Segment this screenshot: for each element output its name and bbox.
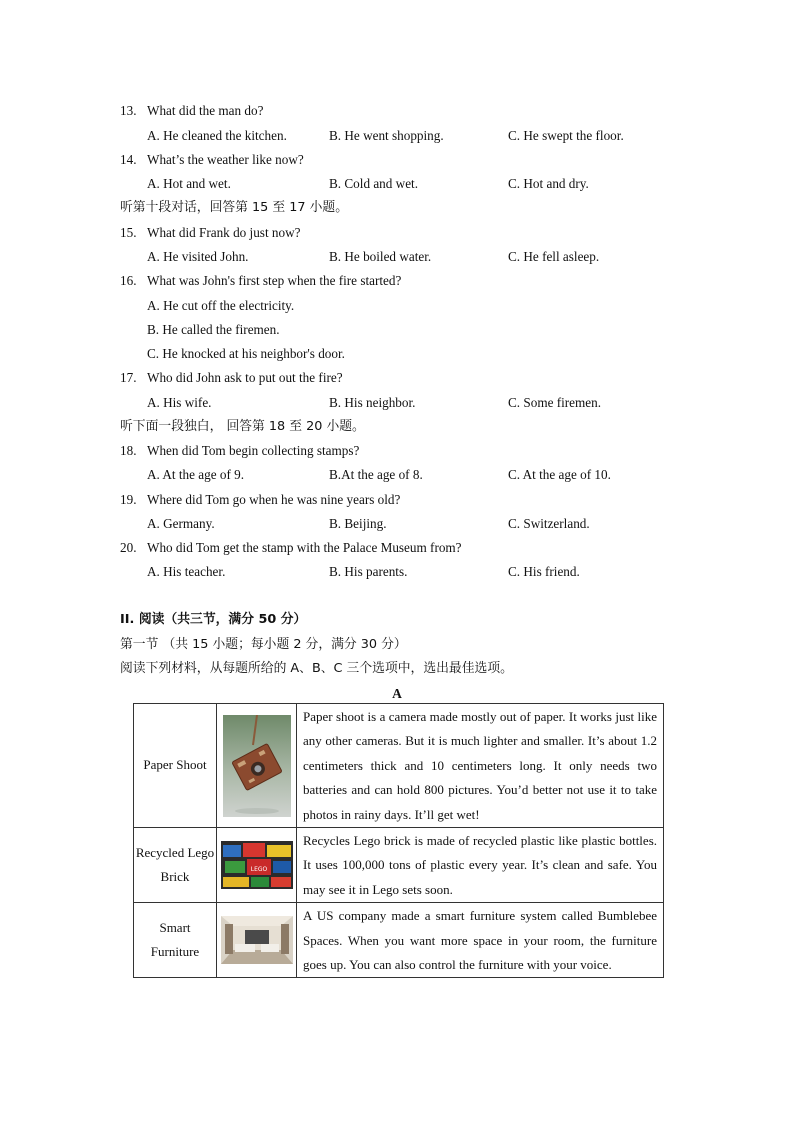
item-description: A US company made a smart furniture system called Bumblebee Spaces. When you want more space in your room, the furniture goes up. You can also control the furniture with your voice. (297, 903, 664, 978)
question-text: What did the man do? (147, 103, 264, 118)
option-a: A. His teacher. (147, 564, 226, 579)
question-number: 15. (120, 225, 137, 240)
question-text: What’s the weather like now? (147, 152, 304, 167)
question-text: What was John's first step when the fire started? (147, 273, 402, 288)
option-a: A. He visited John. (147, 249, 249, 264)
option-a: A. His wife. (147, 395, 212, 410)
option-c: C. Some firemen. (508, 395, 602, 410)
question-text: What did Frank do just now? (147, 225, 301, 240)
option-c: C. At the age of 10. (508, 467, 611, 482)
item-image-cell (217, 704, 297, 828)
item-image-cell (217, 828, 297, 903)
option-c: C. He swept the floor. (508, 128, 624, 143)
table-row (134, 903, 664, 978)
option-b: B. His neighbor. (329, 395, 416, 410)
option-c: C. Switzerland. (508, 516, 590, 531)
question-number: 13. (120, 103, 137, 118)
lego-bricks-photo (221, 841, 293, 889)
item-name: Paper Shoot (134, 704, 217, 828)
option-c: C. His friend. (508, 564, 580, 579)
question-text: When did Tom begin collecting stamps? (147, 443, 360, 458)
question-number: 14. (120, 152, 137, 167)
item-description: Recycles Lego brick is made of recycled plastic like plastic bottles. It uses 100,000 tons of plastic every year. It’s clean and safe. You may see it in Lego sets soon. (297, 828, 664, 903)
svg-text:LEGO: LEGO (250, 866, 267, 874)
directions: 阅读下列材料，从每题所给的 A、B、C 三个选项中，选出最佳选项。 (120, 661, 513, 676)
question-number: 16. (120, 273, 137, 288)
option-a: A. At the age of 9. (147, 467, 245, 482)
table-row (134, 704, 664, 828)
item-image-cell (217, 903, 297, 978)
question-number: 17. (120, 370, 137, 385)
option-c: C. Hot and dry. (508, 176, 589, 191)
item-name: Recycled Lego Brick (134, 828, 217, 903)
passage-label: A (392, 686, 402, 701)
option-b: B. His parents. (329, 564, 408, 579)
option-a: A. Hot and wet. (147, 176, 231, 191)
question-text: Who did John ask to put out the fire? (147, 370, 343, 385)
section-title: II. 阅读（共三节，满分 50 分） (120, 612, 307, 627)
option-b: B. He boiled water. (329, 249, 432, 264)
option-b: B. Cold and wet. (329, 176, 419, 191)
option-b: B. He called the firemen. (147, 322, 280, 337)
question-number: 18. (120, 443, 137, 458)
question-text: Where did Tom go when he was nine years old? (147, 492, 401, 507)
option-a: A. He cut off the electricity. (147, 298, 295, 313)
question-number: 20. (120, 540, 137, 555)
smart-room-photo (221, 916, 293, 964)
option-a: A. Germany. (147, 516, 215, 531)
option-b: B.At the age of 8. (329, 467, 423, 482)
option-c: C. He knocked at his neighbor's door. (147, 346, 345, 361)
option-b: B. Beijing. (329, 516, 387, 531)
item-name: Smart Furniture (134, 903, 217, 978)
option-c: C. He fell asleep. (508, 249, 600, 264)
instruction-monologue: 听下面一段独白， 回答第 18 至 20 小题。 (120, 419, 365, 434)
table-row (134, 828, 664, 903)
item-description: Paper shoot is a camera made mostly out of paper. It works just like any other cameras. But it is much lighter and smaller. It’s about 1.2 centimeters thick and 10 centimeters long. It only needs two batteries and can hold 800 pictures. You’d better not use it to take photos in rainy days. It’ll get wet! (297, 704, 664, 828)
reading-table (133, 703, 664, 978)
paper-camera-photo (223, 715, 291, 817)
option-b: B. He went shopping. (329, 128, 444, 143)
question-text: Who did Tom get the stamp with the Palace Museum from? (147, 540, 462, 555)
part-heading: 第一节 （共 15 小题；每小题 2 分，满分 30 分） (120, 637, 407, 652)
instruction-dialog-10: 听第十段对话，回答第 15 至 17 小题。 (120, 200, 348, 215)
question-number: 19. (120, 492, 137, 507)
option-a: A. He cleaned the kitchen. (147, 128, 287, 143)
